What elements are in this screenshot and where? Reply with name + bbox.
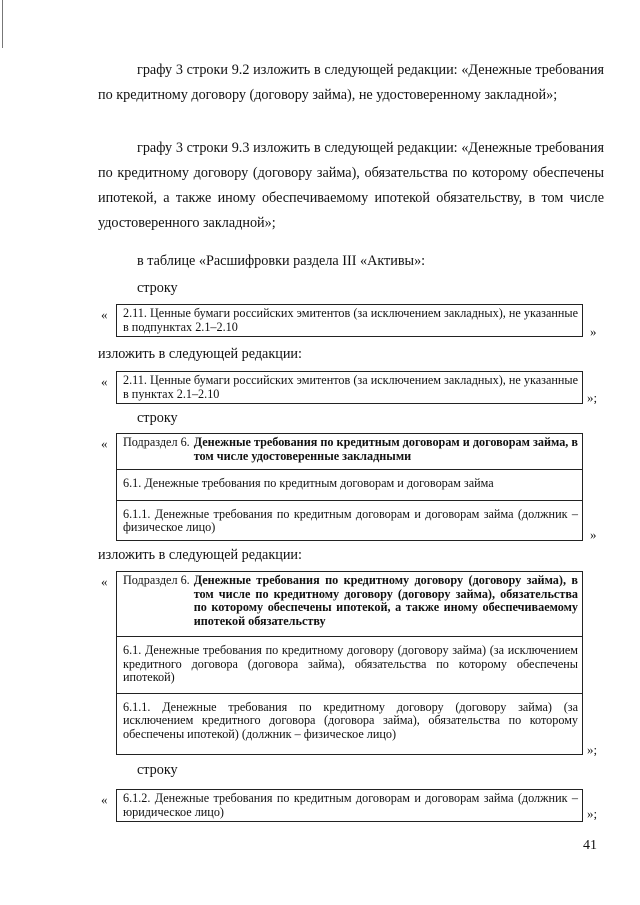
paragraph-3: в таблице «Расшифровки раздела III «Активы»: bbox=[137, 253, 426, 269]
cell-text: 2.11. Ценные бумаги российских эмитентов (за исключением закладных), не указанные в подпунктах 2.1–2.10 bbox=[123, 306, 578, 334]
stroku-2: строку bbox=[137, 410, 178, 426]
subsection-header bbox=[123, 574, 578, 628]
row-6-1-1: 6.1.1. Денежные требования по кредитному договору (договору займа) (за исключением кредитного договора (договора займа), обязательства по которому обеспечены ипотекой) (должник – физическое лицо) bbox=[117, 693, 582, 742]
open-quote-4: « bbox=[101, 574, 108, 589]
open-quote-3: « bbox=[101, 436, 108, 451]
close-quote-3: » bbox=[590, 527, 597, 542]
paragraph-2: графу 3 строки 9.3 изложить в следующей редакции: «Денежные требования по кредитному договору (договору займа), обязательства по которому обеспечены ипотекой, а также иному обеспечиваемому ипотекой обязательству, в том числе удостоверенного закладной»; bbox=[98, 140, 604, 231]
table-row-old-2-11 bbox=[116, 304, 583, 337]
cell-text: 6.1.2. Денежные требования по кредитным договорам и договорам займа (должник – юридическое лицо) bbox=[123, 791, 578, 819]
close-quote-1: » bbox=[590, 324, 597, 339]
open-quote-2: « bbox=[101, 374, 108, 389]
subsection-label: Подраздел 6. bbox=[123, 435, 190, 449]
subsection-title: Денежные требования по кредитному договору (договору займа), в том числе по кредитному договору (договору займа), обязательства по которому обеспечены ипотекой, а также иному обеспечиваемому ипотекой обязательству bbox=[193, 573, 578, 628]
table-old-subsection-6 bbox=[116, 433, 583, 541]
open-quote-5: « bbox=[101, 792, 108, 807]
row-6-1: 6.1. Денежные требования по кредитному договору (договору займа) (за исключением кредитного договора (договора займа), обязательства по которому обеспечены ипотекой) bbox=[117, 636, 582, 685]
stroku-3: строку bbox=[137, 762, 178, 778]
close-quote-2: »; bbox=[587, 390, 598, 405]
page-number: 41 bbox=[583, 838, 597, 853]
close-quote-4: »; bbox=[587, 742, 598, 757]
close-quote-5: »; bbox=[587, 806, 598, 821]
open-quote-1: « bbox=[101, 307, 108, 322]
cell-text: 2.11. Ценные бумаги российских эмитентов (за исключением закладных), не указанные в пунктах 2.1–2.10 bbox=[123, 373, 578, 401]
row-6-1: 6.1. Денежные требования по кредитным договорам и договорам займа bbox=[117, 469, 582, 491]
subsection-header bbox=[123, 436, 578, 463]
table-row-new-2-11 bbox=[116, 371, 583, 404]
paragraph-1: графу 3 строки 9.2 изложить в следующей редакции: «Денежные требования по кредитному договору (договору займа), не удостоверенному закладной»; bbox=[98, 62, 604, 103]
izlozhit-1: изложить в следующей редакции: bbox=[98, 346, 302, 362]
margin-line bbox=[2, 0, 3, 48]
table-new-subsection-6 bbox=[116, 571, 583, 755]
subsection-title: Денежные требования по кредитным договорам и договорам займа, в том числе удостоверенные закладными bbox=[193, 435, 578, 463]
stroku-1: строку bbox=[137, 280, 178, 296]
subsection-label: Подраздел 6. bbox=[123, 573, 190, 587]
row-6-1-1: 6.1.1. Денежные требования по кредитным договорам и договорам займа (должник – физическое лицо) bbox=[117, 500, 582, 535]
table-row-6-1-2 bbox=[116, 789, 583, 822]
izlozhit-2: изложить в следующей редакции: bbox=[98, 547, 302, 563]
